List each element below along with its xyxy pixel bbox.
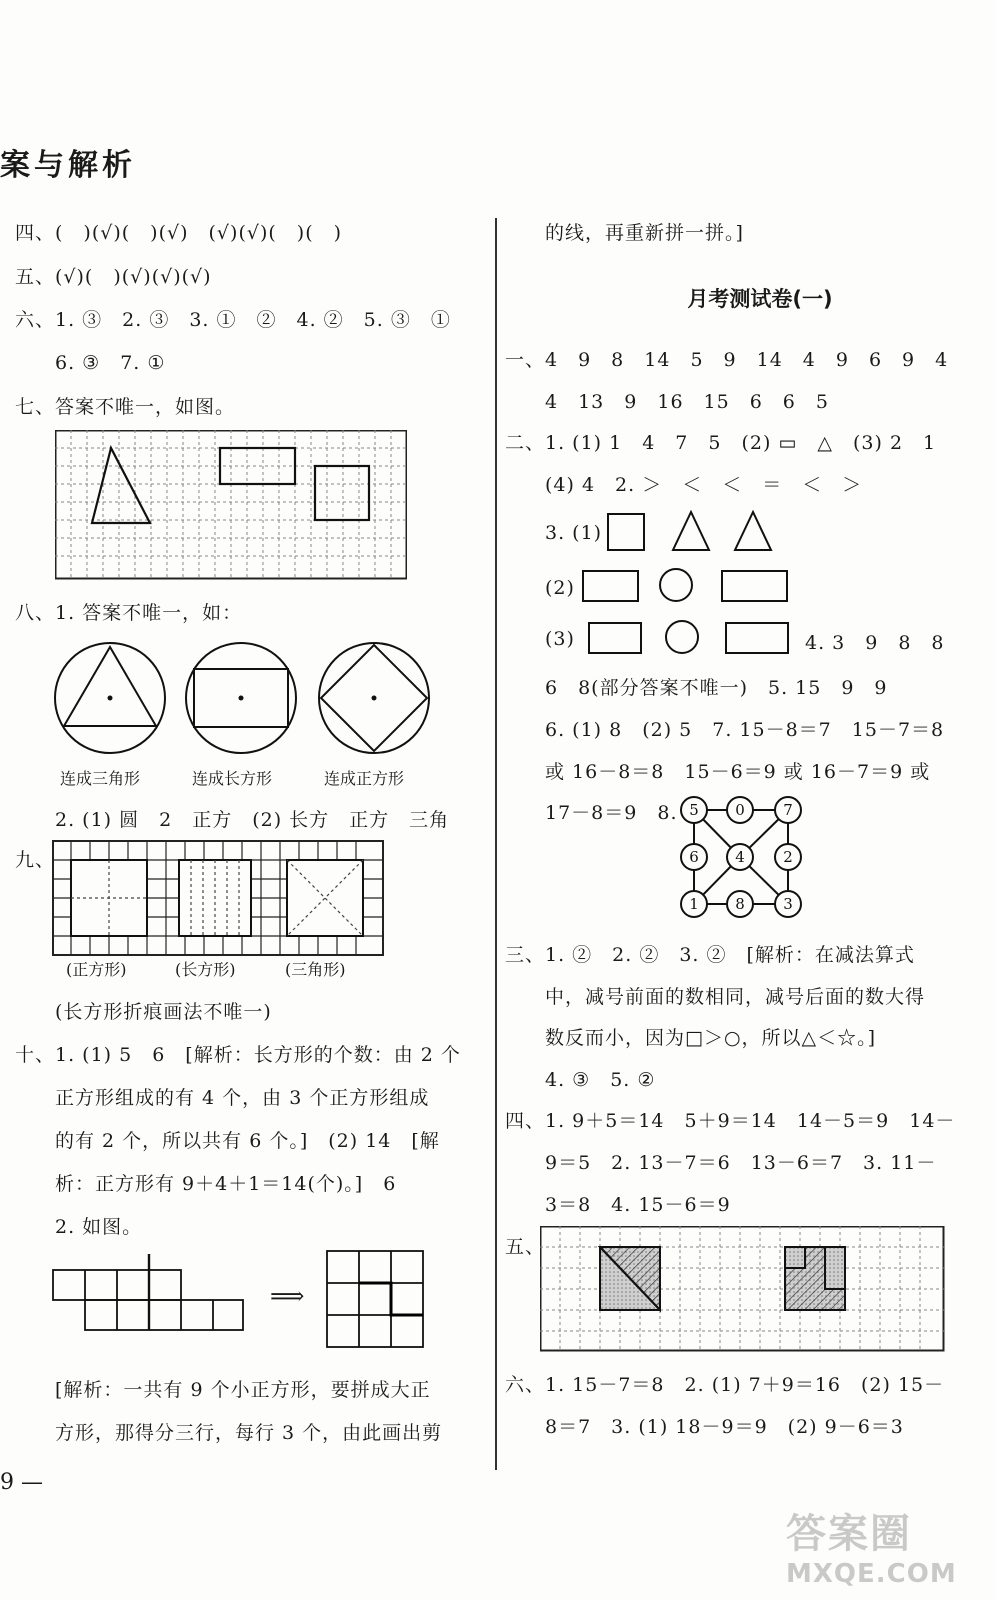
answer-line: 的有 2 个，所以共有 6 个。] (2) 14 [解 bbox=[55, 1130, 440, 1152]
answer-line: 数反而小，因为□＞○，所以△＜☆。] bbox=[545, 1027, 877, 1049]
shapes-row-3 bbox=[588, 617, 793, 657]
shaded-grid-figure bbox=[540, 1226, 945, 1352]
answer-line: (3) bbox=[545, 628, 575, 650]
answer-line: 八、1. 答案不唯一，如： bbox=[15, 602, 243, 624]
network-node: 1 bbox=[689, 895, 699, 913]
figure-caption: (三角形) bbox=[285, 960, 346, 979]
cut-figure bbox=[52, 1252, 247, 1332]
page-title: 案与解析 bbox=[0, 148, 136, 183]
shapes-row-1 bbox=[606, 510, 776, 555]
answer-line: 五、 bbox=[505, 1236, 546, 1258]
watermark-url: MXQE.COM bbox=[786, 1559, 957, 1589]
answer-line: 三、1. ② 2. ② 3. ② [解析：在减法算式 bbox=[505, 944, 915, 966]
network-node: 8 bbox=[735, 895, 745, 913]
answer-line: 6. (1) 8 (2) 5 7. 15－8＝7 15－7＝8 bbox=[545, 719, 945, 741]
answer-line: [解析：一共有 9 个小正方形，要拼成大正 bbox=[55, 1379, 431, 1401]
answer-line: 9＝5 2. 13－7＝6 13－6＝7 3. 11－ bbox=[545, 1152, 937, 1174]
network-node: 5 bbox=[689, 801, 699, 819]
answer-line: 四、1. 9＋5＝14 5＋9＝14 14－5＝9 14－ bbox=[505, 1110, 956, 1132]
answer-line: 3. (1) bbox=[545, 522, 603, 544]
answer-line: 析：正方形有 9＋4＋1＝14(个)。] 6 bbox=[55, 1173, 397, 1195]
answer-line: 六、1. 15－7＝8 2. (1) 7＋9＝16 (2) 15－ bbox=[505, 1374, 945, 1396]
answer-line: 的线，再重新拼一拼。] bbox=[545, 222, 744, 244]
fold-grid-figure bbox=[52, 840, 384, 956]
answer-line: 2. (1) 圆 2 正方 (2) 长方 正方 三角 bbox=[55, 809, 450, 831]
grid-figure-shapes bbox=[55, 430, 407, 580]
answer-line: 中，减号前面的数相同，减号后面的数大得 bbox=[545, 986, 926, 1008]
answer-line: 十、1. (1) 5 6 [解析：长方形的个数：由 2 个 bbox=[15, 1044, 461, 1066]
section-title: 月考测试卷(一) bbox=[687, 287, 833, 311]
assembled-square-figure bbox=[326, 1250, 424, 1348]
answer-line: 17－8＝9 8. bbox=[545, 802, 678, 824]
shapes-row-2 bbox=[582, 565, 792, 605]
answer-line: (4) 4 2. ＞ ＜ ＜ ＝ ＜ ＞ bbox=[545, 474, 863, 496]
figure-caption: (长方形) bbox=[175, 960, 236, 979]
answer-line: 四、( )(√)( )(√) (√)(√)( )( ) bbox=[15, 222, 343, 244]
watermark-text: 答案圈 bbox=[786, 1511, 912, 1557]
answer-line: 或 16－8＝8 15－6＝9 或 16－7＝9 或 bbox=[545, 761, 931, 783]
answer-line: 方形，那得分三行，每行 3 个，由此画出剪 bbox=[55, 1422, 443, 1444]
answer-line: 七、答案不唯一，如图。 bbox=[15, 396, 236, 418]
answer-line: 2. 如图。 bbox=[55, 1216, 143, 1238]
answer-line: 正方形组成的有 4 个，由 3 个正方形组成 bbox=[55, 1087, 430, 1109]
answer-line: 4. 3 9 8 8 bbox=[805, 632, 945, 654]
arrow-icon: ⟹ bbox=[270, 1282, 305, 1310]
answer-line: (长方形折痕画法不唯一) bbox=[55, 1001, 272, 1023]
answer-line: 4 13 9 16 15 6 6 5 bbox=[545, 391, 829, 413]
figure-caption: 连成正方形 bbox=[324, 769, 405, 788]
answer-line: 4. ③ 5. ② bbox=[545, 1069, 656, 1091]
figure-caption: 连成三角形 bbox=[60, 769, 141, 788]
answer-line: 6. ③ 7. ① bbox=[55, 352, 166, 374]
network-node: 0 bbox=[735, 801, 745, 819]
answer-line: 8＝7 3. (1) 18－9＝9 (2) 9－6＝3 bbox=[545, 1416, 904, 1438]
answer-line: 五、(√)( )(√)(√)(√) bbox=[15, 266, 212, 288]
answer-line: 一、4 9 8 14 5 9 14 4 9 6 9 4 bbox=[505, 349, 949, 371]
answer-line: 九、 bbox=[15, 849, 56, 871]
column-divider bbox=[495, 218, 497, 1470]
network-node: 7 bbox=[783, 801, 793, 819]
answer-line: 二、1. (1) 1 4 7 5 (2) ▭ △ (3) 2 1 bbox=[505, 432, 937, 454]
page-number: 9 — bbox=[0, 1470, 43, 1495]
figure-caption: (正方形) bbox=[66, 960, 127, 979]
figure-caption: 连成长方形 bbox=[192, 769, 273, 788]
answer-line: (2) bbox=[545, 577, 575, 599]
number-network-figure bbox=[674, 790, 809, 925]
network-node: 6 bbox=[689, 848, 699, 866]
answer-line: 6 8(部分答案不唯一) 5. 15 9 9 bbox=[545, 677, 888, 699]
answer-line: 3＝8 4. 15－6＝9 bbox=[545, 1194, 731, 1216]
network-node: 3 bbox=[783, 895, 793, 913]
circle-figures bbox=[52, 640, 442, 760]
network-node: 2 bbox=[783, 848, 793, 866]
answer-line: 六、1. ③ 2. ③ 3. ① ② 4. ② 5. ③ ① bbox=[15, 309, 451, 331]
watermark-logo bbox=[786, 1502, 986, 1592]
network-node: 4 bbox=[735, 848, 745, 866]
